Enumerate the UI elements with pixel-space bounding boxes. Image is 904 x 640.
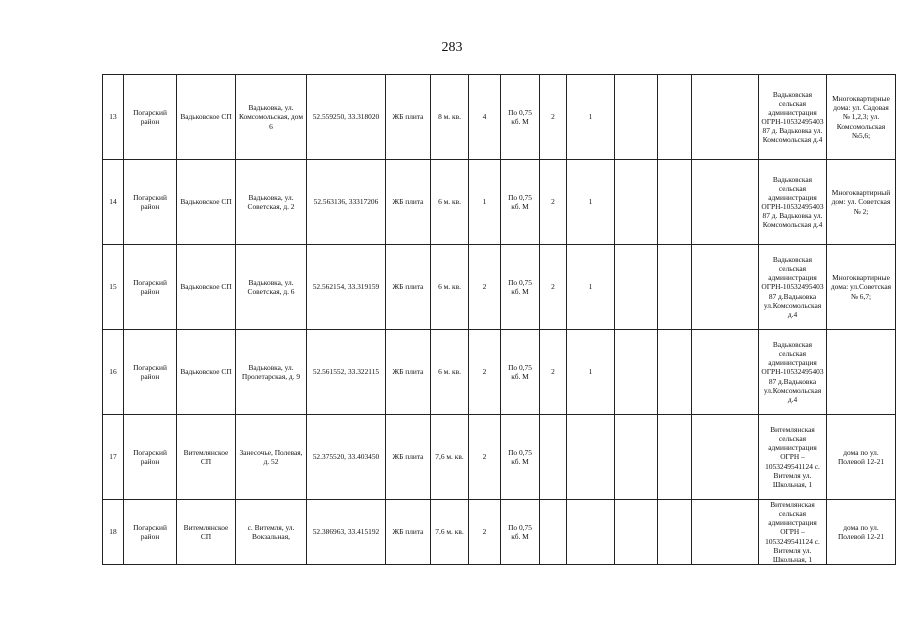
- empty-cell-d: [658, 415, 692, 500]
- container-count-cell: 2: [469, 500, 501, 565]
- empty-cell-e: [692, 415, 759, 500]
- row-number-cell: 18: [103, 500, 124, 565]
- empty-cell-d: [658, 500, 692, 565]
- count-a-cell: 2: [540, 330, 567, 415]
- coordinates-cell: 52.562154, 33.319159: [307, 245, 386, 330]
- district-cell: Погарский район: [124, 245, 177, 330]
- settlement-cell: Вадьковское СП: [177, 245, 236, 330]
- empty-cell-e: [692, 500, 759, 565]
- table-row: [103, 330, 896, 415]
- surface-type-cell: ЖБ плита: [386, 75, 431, 160]
- surface-type-cell: ЖБ плита: [386, 160, 431, 245]
- district-cell: Погарский район: [124, 160, 177, 245]
- table-row: [103, 245, 896, 330]
- count-b-cell: 1: [567, 160, 615, 245]
- owner-administration-cell: Витемлянская сельская администрация ОГРН – 1053249541124 с. Витемля ул. Школьная, 1: [759, 415, 827, 500]
- owner-administration-cell: Вадьковская сельская администрация ОГРН-1053249540387 д.Вадьковка ул.Комсомольская д.4: [759, 245, 827, 330]
- owner-administration-cell: Вадьковская сельская администрация ОГРН-1053249540387 д.Вадьковка ул.Комсомольская д.4: [759, 330, 827, 415]
- count-a-cell: 2: [540, 75, 567, 160]
- container-volume-cell: По 0,75 кб. М: [501, 160, 540, 245]
- count-b-cell: [567, 500, 615, 565]
- address-cell: Занесочье, Полевая, д. 52: [236, 415, 307, 500]
- container-count-cell: 2: [469, 245, 501, 330]
- empty-cell-c: [615, 330, 658, 415]
- container-count-cell: 1: [469, 160, 501, 245]
- empty-cell-c: [615, 75, 658, 160]
- area-cell: 8 м. кв.: [431, 75, 469, 160]
- address-cell: Вадьковка, ул. Советская, д. 6: [236, 245, 307, 330]
- surface-type-cell: ЖБ плита: [386, 415, 431, 500]
- count-b-cell: 1: [567, 330, 615, 415]
- empty-cell-d: [658, 245, 692, 330]
- address-cell: с. Витемля, ул. Вокзальная,: [236, 500, 307, 565]
- owner-administration-cell: Витемлянская сельская администрация ОГРН – 1053249541124 с. Витемля ул. Школьная, 1: [759, 500, 827, 565]
- area-cell: 7.6 м. кв.: [431, 500, 469, 565]
- district-cell: Погарский район: [124, 415, 177, 500]
- row-number-cell: 16: [103, 330, 124, 415]
- empty-cell-d: [658, 75, 692, 160]
- owner-administration-cell: Вадьковская сельская администрация ОГРН-1053249540387 д. Вадьковка ул. Комсомольская д.4: [759, 160, 827, 245]
- settlement-cell: Вадьковское СП: [177, 160, 236, 245]
- empty-cell-e: [692, 330, 759, 415]
- surface-type-cell: ЖБ плита: [386, 500, 431, 565]
- area-cell: 6 м. кв.: [431, 245, 469, 330]
- container-count-cell: 2: [469, 415, 501, 500]
- count-b-cell: 1: [567, 75, 615, 160]
- container-volume-cell: По 0,75 кб. М: [501, 500, 540, 565]
- container-volume-cell: По 0,75 кб. М: [501, 245, 540, 330]
- empty-cell-d: [658, 330, 692, 415]
- settlement-cell: Витемлянское СП: [177, 500, 236, 565]
- container-sites-table: [102, 74, 896, 565]
- served-buildings-cell: Многоквартирный дом: ул. Советская № 2;: [827, 160, 896, 245]
- container-count-cell: 4: [469, 75, 501, 160]
- count-a-cell: 2: [540, 160, 567, 245]
- surface-type-cell: ЖБ плита: [386, 330, 431, 415]
- container-volume-cell: По 0,75 кб. М: [501, 75, 540, 160]
- table-row: [103, 75, 896, 160]
- count-b-cell: [567, 415, 615, 500]
- coordinates-cell: 52.375520, 33.403450: [307, 415, 386, 500]
- coordinates-cell: 52.559250, 33.318020: [307, 75, 386, 160]
- count-a-cell: 2: [540, 245, 567, 330]
- table-row: [103, 160, 896, 245]
- container-count-cell: 2: [469, 330, 501, 415]
- row-number-cell: 13: [103, 75, 124, 160]
- row-number-cell: 14: [103, 160, 124, 245]
- coordinates-cell: 52.561552, 33.322115: [307, 330, 386, 415]
- surface-type-cell: ЖБ плита: [386, 245, 431, 330]
- table-row: [103, 500, 896, 565]
- empty-cell-d: [658, 160, 692, 245]
- address-cell: Вадьковка, ул. Пролетарская, д. 9: [236, 330, 307, 415]
- owner-administration-cell: Вадьковская сельская администрация ОГРН-1053249540387 д. Вадьковка ул. Комсомольская д.4: [759, 75, 827, 160]
- settlement-cell: Витемлянское СП: [177, 415, 236, 500]
- empty-cell-c: [615, 415, 658, 500]
- served-buildings-cell: Многоквартирные дома: ул.Советская № 6,7;: [827, 245, 896, 330]
- address-cell: Вадьковка, ул. Комсомольская, дом 6: [236, 75, 307, 160]
- table-row: [103, 415, 896, 500]
- coordinates-cell: 52.563136, 33317206: [307, 160, 386, 245]
- row-number-cell: 15: [103, 245, 124, 330]
- address-cell: Вадьковка, ул. Советская, д. 2: [236, 160, 307, 245]
- served-buildings-cell: [827, 330, 896, 415]
- district-cell: Погарский район: [124, 75, 177, 160]
- empty-cell-c: [615, 245, 658, 330]
- empty-cell-e: [692, 245, 759, 330]
- district-cell: Погарский район: [124, 330, 177, 415]
- area-cell: 7,6 м. кв.: [431, 415, 469, 500]
- served-buildings-cell: дома по ул. Полевой 12-21: [827, 415, 896, 500]
- count-a-cell: [540, 500, 567, 565]
- empty-cell-e: [692, 75, 759, 160]
- count-a-cell: [540, 415, 567, 500]
- page-number: 283: [441, 40, 463, 55]
- row-number-cell: 17: [103, 415, 124, 500]
- container-volume-cell: По 0,75 кб. М: [501, 415, 540, 500]
- empty-cell-e: [692, 160, 759, 245]
- coordinates-cell: 52.386963, 33.415192: [307, 500, 386, 565]
- area-cell: 6 м. кв.: [431, 160, 469, 245]
- empty-cell-c: [615, 500, 658, 565]
- container-volume-cell: По 0,75 кб. М: [501, 330, 540, 415]
- table-body: [103, 75, 896, 565]
- empty-cell-c: [615, 160, 658, 245]
- served-buildings-cell: дома по ул. Полевой 12-21: [827, 500, 896, 565]
- area-cell: 6 м. кв.: [431, 330, 469, 415]
- count-b-cell: 1: [567, 245, 615, 330]
- settlement-cell: Вадьковское СП: [177, 75, 236, 160]
- settlement-cell: Вадьковское СП: [177, 330, 236, 415]
- district-cell: Погарский район: [124, 500, 177, 565]
- served-buildings-cell: Многоквартирные дома: ул. Садовая № 1,2,3; ул. Комсомольская №5,6;: [827, 75, 896, 160]
